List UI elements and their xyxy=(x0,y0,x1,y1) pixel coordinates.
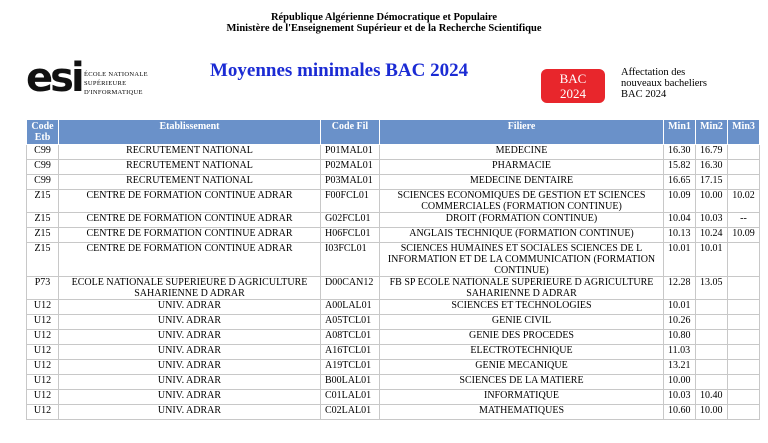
cell-min3: 10.09 xyxy=(728,228,760,243)
cell-code-fil: P03MAL01 xyxy=(321,175,380,190)
cell-min1: 10.13 xyxy=(664,228,696,243)
cell-code-fil: F00FCL01 xyxy=(321,190,380,213)
col-min1: Min1 xyxy=(664,120,696,145)
cell-min2 xyxy=(696,345,728,360)
cell-code: C99 xyxy=(27,175,59,190)
cell-code: Z15 xyxy=(27,190,59,213)
cell-filiere: ELECTROTECHNIQUE xyxy=(380,345,664,360)
table-row xyxy=(27,213,760,228)
cell-etablissement: CENTRE DE FORMATION CONTINUE ADRAR xyxy=(59,228,321,243)
cell-min2 xyxy=(696,360,728,375)
logo-text xyxy=(84,70,148,97)
cell-filiere: MEDECINE DENTAIRE xyxy=(380,175,664,190)
cell-code-fil: A19TCL01 xyxy=(321,360,380,375)
cell-code: Z15 xyxy=(27,243,59,277)
cell-code-fil: A00LAL01 xyxy=(321,300,380,315)
cell-etablissement: UNIV. ADRAR xyxy=(59,390,321,405)
cell-min1: 10.80 xyxy=(664,330,696,345)
cell-min1: 10.26 xyxy=(664,315,696,330)
logo-line-2: SUPÉRIEURE xyxy=(84,80,127,87)
table-row xyxy=(27,243,760,277)
cell-code: C99 xyxy=(27,145,59,160)
cell-filiere: SCIENCES ECONOMIQUES DE GESTION ET SCIENCES COMMERCIALES (FORMATION CONTINUE) xyxy=(380,190,664,213)
cell-code: U12 xyxy=(27,315,59,330)
logo-line-3: D'INFORMATIQUE xyxy=(84,89,143,96)
table-row xyxy=(27,360,760,375)
col-min2: Min2 xyxy=(696,120,728,145)
header-ministry: Ministère de l'Enseignement Supérieur et de la Recherche Scientifique xyxy=(226,23,542,34)
cell-min1: 10.01 xyxy=(664,300,696,315)
table-body xyxy=(27,145,760,420)
logo-mark: esi xyxy=(26,55,82,101)
table-row xyxy=(27,390,760,405)
col-etablissement: Etablissement xyxy=(59,120,321,145)
cell-code-fil: D00CAN12 xyxy=(321,277,380,300)
cell-code: P73 xyxy=(27,277,59,300)
cell-code: U12 xyxy=(27,360,59,375)
table-row xyxy=(27,190,760,213)
header-republic: République Algérienne Démocratique et Populaire xyxy=(270,12,498,23)
table-row xyxy=(27,345,760,360)
cell-min2: 17.15 xyxy=(696,175,728,190)
cell-code: U12 xyxy=(27,330,59,345)
cell-min2: 10.00 xyxy=(696,190,728,213)
cell-code-fil: B00LAL01 xyxy=(321,375,380,390)
esi-logo xyxy=(26,56,156,104)
cell-min1: 10.60 xyxy=(664,405,696,420)
cell-code: U12 xyxy=(27,345,59,360)
cell-min3 xyxy=(728,405,760,420)
results-table xyxy=(26,119,760,420)
document-header xyxy=(0,12,768,34)
cell-etablissement: UNIV. ADRAR xyxy=(59,375,321,390)
table-row xyxy=(27,145,760,160)
cell-etablissement: RECRUTEMENT NATIONAL xyxy=(59,160,321,175)
cell-min3 xyxy=(728,175,760,190)
cell-etablissement: CENTRE DE FORMATION CONTINUE ADRAR xyxy=(59,190,321,213)
col-code-fil: Code Fil xyxy=(321,120,380,145)
table-row xyxy=(27,375,760,390)
cell-code: Z15 xyxy=(27,228,59,243)
cell-filiere: FB SP ECOLE NATIONALE SUPERIEURE D AGRICULTURE SAHARIENNE D ADRAR xyxy=(380,277,664,300)
cell-min2 xyxy=(696,315,728,330)
cell-code: C99 xyxy=(27,160,59,175)
cell-min1: 16.65 xyxy=(664,175,696,190)
cell-code-fil: A08TCL01 xyxy=(321,330,380,345)
cell-min1: 13.21 xyxy=(664,360,696,375)
cell-min3 xyxy=(728,160,760,175)
cell-code: U12 xyxy=(27,390,59,405)
cell-filiere: GENIE MECANIQUE xyxy=(380,360,664,375)
cell-etablissement: CENTRE DE FORMATION CONTINUE ADRAR xyxy=(59,243,321,277)
cell-min3 xyxy=(728,360,760,375)
cell-min2: 10.40 xyxy=(696,390,728,405)
col-filiere: Filiere xyxy=(380,120,664,145)
cell-min3 xyxy=(728,315,760,330)
cell-filiere: SCIENCES ET TECHNOLOGIES xyxy=(380,300,664,315)
cell-etablissement: RECRUTEMENT NATIONAL xyxy=(59,145,321,160)
cell-min1: 10.03 xyxy=(664,390,696,405)
cell-min3 xyxy=(728,145,760,160)
cell-min1: 16.30 xyxy=(664,145,696,160)
table-row xyxy=(27,315,760,330)
affectation-line-2: nouveaux bacheliers xyxy=(621,78,708,89)
table-row xyxy=(27,277,760,300)
cell-min1: 12.28 xyxy=(664,277,696,300)
cell-etablissement: UNIV. ADRAR xyxy=(59,405,321,420)
cell-code-fil: I03FCL01 xyxy=(321,243,380,277)
table-row xyxy=(27,160,760,175)
cell-etablissement: UNIV. ADRAR xyxy=(59,300,321,315)
table-row xyxy=(27,330,760,345)
cell-code: U12 xyxy=(27,300,59,315)
cell-code: U12 xyxy=(27,405,59,420)
cell-min2 xyxy=(696,330,728,345)
cell-min3 xyxy=(728,345,760,360)
cell-min3 xyxy=(728,300,760,315)
cell-min3 xyxy=(728,375,760,390)
page-title: Moyennes minimales BAC 2024 xyxy=(210,60,469,81)
table-row xyxy=(27,228,760,243)
col-code-etb: Code Etb xyxy=(27,120,59,145)
cell-min2: 10.03 xyxy=(696,213,728,228)
cell-min2 xyxy=(696,375,728,390)
cell-min2: 10.01 xyxy=(696,243,728,277)
cell-filiere: INFORMATIQUE xyxy=(380,390,664,405)
cell-filiere: MEDECINE xyxy=(380,145,664,160)
cell-code: U12 xyxy=(27,375,59,390)
cell-etablissement: CENTRE DE FORMATION CONTINUE ADRAR xyxy=(59,213,321,228)
badge-line-1: BAC xyxy=(559,71,587,86)
cell-etablissement: UNIV. ADRAR xyxy=(59,315,321,330)
cell-filiere: GENIE DES PROCEDES xyxy=(380,330,664,345)
cell-min1: 10.09 xyxy=(664,190,696,213)
cell-filiere: SCIENCES HUMAINES ET SOCIALES SCIENCES DE L INFORMATION ET DE LA COMMUNICATION (FORMATION CONTINUE) xyxy=(380,243,664,277)
table-header-row xyxy=(27,120,760,145)
cell-min2: 16.79 xyxy=(696,145,728,160)
cell-code-fil: C01LAL01 xyxy=(321,390,380,405)
cell-filiere: MATHEMATIQUES xyxy=(380,405,664,420)
cell-filiere: GENIE CIVIL xyxy=(380,315,664,330)
cell-code-fil: P02MAL01 xyxy=(321,160,380,175)
table-row xyxy=(27,300,760,315)
cell-filiere: ANGLAIS TECHNIQUE (FORMATION CONTINUE) xyxy=(380,228,664,243)
cell-code-fil: G02FCL01 xyxy=(321,213,380,228)
cell-min2: 10.24 xyxy=(696,228,728,243)
affectation-line-3: BAC 2024 xyxy=(621,89,667,100)
cell-min2: 10.00 xyxy=(696,405,728,420)
cell-min3 xyxy=(728,330,760,345)
cell-etablissement: ECOLE NATIONALE SUPERIEURE D AGRICULTURE SAHARIENNE D ADRAR xyxy=(59,277,321,300)
cell-code-fil: A16TCL01 xyxy=(321,345,380,360)
cell-min1: 10.00 xyxy=(664,375,696,390)
table-row xyxy=(27,175,760,190)
cell-min3 xyxy=(728,277,760,300)
cell-min1: 10.04 xyxy=(664,213,696,228)
cell-etablissement: UNIV. ADRAR xyxy=(59,345,321,360)
affectation-line-1: Affectation des xyxy=(621,67,686,78)
cell-min3 xyxy=(728,390,760,405)
cell-min2 xyxy=(696,300,728,315)
cell-etablissement: UNIV. ADRAR xyxy=(59,330,321,345)
bac-badge xyxy=(541,69,605,103)
cell-min2: 13.05 xyxy=(696,277,728,300)
cell-code-fil: A05TCL01 xyxy=(321,315,380,330)
cell-etablissement: RECRUTEMENT NATIONAL xyxy=(59,175,321,190)
cell-min3: -- xyxy=(728,213,760,228)
cell-code-fil: H06FCL01 xyxy=(321,228,380,243)
cell-code-fil: C02LAL01 xyxy=(321,405,380,420)
cell-filiere: DROIT (FORMATION CONTINUE) xyxy=(380,213,664,228)
cell-min1: 11.03 xyxy=(664,345,696,360)
cell-min2: 16.30 xyxy=(696,160,728,175)
col-min3: Min3 xyxy=(728,120,760,145)
badge-line-2: 2024 xyxy=(560,86,586,101)
table-row xyxy=(27,405,760,420)
cell-min3: 10.02 xyxy=(728,190,760,213)
cell-code: Z15 xyxy=(27,213,59,228)
cell-min3 xyxy=(728,243,760,277)
cell-filiere: PHARMACIE xyxy=(380,160,664,175)
logo-line-1: ÉCOLE NATIONALE xyxy=(84,71,148,78)
cell-code-fil: P01MAL01 xyxy=(321,145,380,160)
cell-etablissement: UNIV. ADRAR xyxy=(59,360,321,375)
cell-min1: 10.01 xyxy=(664,243,696,277)
cell-min1: 15.82 xyxy=(664,160,696,175)
cell-filiere: SCIENCES DE LA MATIERE xyxy=(380,375,664,390)
affectation-note xyxy=(621,67,707,100)
